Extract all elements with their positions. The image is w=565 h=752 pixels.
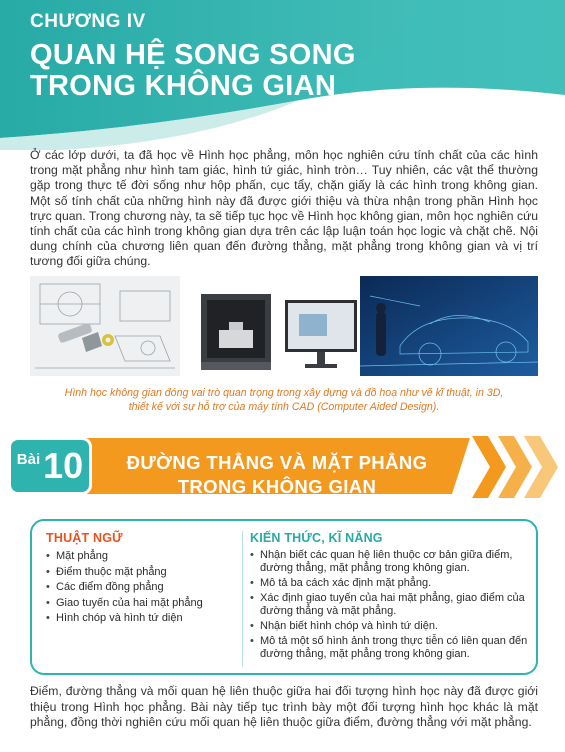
terms-column bbox=[46, 531, 236, 627]
list-item: • Các điểm đồng phẳng bbox=[46, 580, 236, 594]
lesson-badge bbox=[8, 437, 92, 495]
list-item: • Nhận biết các quan hệ liên thuộc cơ bản giữa điểm, đường thẳng, mặt phẳng trong không gian. bbox=[250, 549, 528, 574]
list-item: • Nhận biết hình chóp và hình tứ diện. bbox=[250, 620, 528, 633]
chapter-title-line1: QUAN HỆ SONG SONG bbox=[30, 39, 356, 71]
terms-list bbox=[46, 549, 236, 626]
chapter-label: CHƯƠNG IV bbox=[30, 11, 146, 32]
list-item: • Mô tả một số hình ảnh trong thực tiễn có liên quan đến đường thẳng, mặt phẳng trong không gian. bbox=[250, 635, 528, 660]
lesson-number: 10 bbox=[43, 445, 84, 486]
chevron-decoration-icon bbox=[458, 436, 563, 498]
box-divider bbox=[242, 531, 243, 667]
figure-strip bbox=[30, 276, 538, 376]
lesson-title-line1: ĐƯỜNG THẲNG VÀ MẶT PHẲNG bbox=[126, 452, 428, 473]
chapter-header bbox=[0, 0, 565, 150]
list-item: • Điểm thuộc mặt phẳng bbox=[46, 565, 236, 579]
lesson-word: Bài bbox=[16, 450, 41, 468]
list-item: • Mặt phẳng bbox=[46, 549, 236, 563]
chapter-title-line2: TRONG KHÔNG GIAN bbox=[30, 70, 337, 102]
cad-car-image bbox=[360, 276, 538, 376]
list-item: • Mô tả ba cách xác định mặt phẳng. bbox=[250, 577, 528, 590]
lesson-title-line2: TRONG KHÔNG GIAN bbox=[177, 476, 377, 497]
list-item: • Giao tuyến của hai mặt phẳng bbox=[46, 596, 236, 610]
list-item: • Xác định giao tuyến của hai mặt phẳng, giao điểm của đường thẳng và mặt phẳng. bbox=[250, 592, 528, 617]
terms-heading: THUẬT NGỮ bbox=[46, 531, 123, 545]
skills-column bbox=[250, 531, 528, 663]
skills-heading: KIẾN THỨC, KĨ NĂNG bbox=[250, 531, 383, 545]
list-item: • Hình chóp và hình tứ diện bbox=[46, 611, 236, 625]
skills-list bbox=[250, 549, 528, 660]
lesson-title bbox=[112, 451, 442, 499]
closing-paragraph: Điểm, đường thẳng và mối quan hệ liên thuộc giữa hai đối tượng hình học này đã được giới thiệu trong Hình học phẳng. Bài này tiếp tục trình bày một đối tượng hình học khác là mặt phẳng, đồng thời nghiên cứu mối quan hệ liên thuộc giữa điểm, đường thẳng với mặt phẳng. bbox=[30, 684, 538, 730]
chapter-title bbox=[30, 40, 356, 102]
figure-caption bbox=[30, 386, 538, 414]
intro-paragraph: Ở các lớp dưới, ta đã học về Hình học phẳng, môn học nghiên cứu tính chất của các hình trong mặt phẳng như hình tam giác, hình tứ giác, hình tròn… Tuy nhiên, các vật thể thường gặp trong thực tế đời sống như hộp phấn, cục tẩy, chặn giấy là các hình trong không gian. Một số tính chất của những hình này đã được giới thiệu và thừa nhận trong phần Hình học trực quan. Trong chương này, ta sẽ tiếp tục học về Hình học không gian, môn học nghiên cứu tính chất của các hình trong không gian dựa trên các lập luận toán học logic và chặt chẽ. Nội dung chính của chương liên quan đến đường thẳng, mặt phẳng trong không gian và vị trí tương đối giữa chúng. bbox=[30, 148, 538, 269]
caption-line1: Hình học không gian đóng vai trò quan trọng trong xây dựng và đồ hoạ như vẽ kĩ thuật, in 3D, bbox=[64, 387, 504, 399]
lesson-objectives-box bbox=[30, 519, 538, 675]
3d-printer-image bbox=[193, 276, 363, 376]
technical-drawing-image bbox=[30, 276, 180, 376]
caption-line2: thiết kế với sự hỗ trợ của máy tính CAD (Computer Aided Design). bbox=[128, 401, 440, 413]
